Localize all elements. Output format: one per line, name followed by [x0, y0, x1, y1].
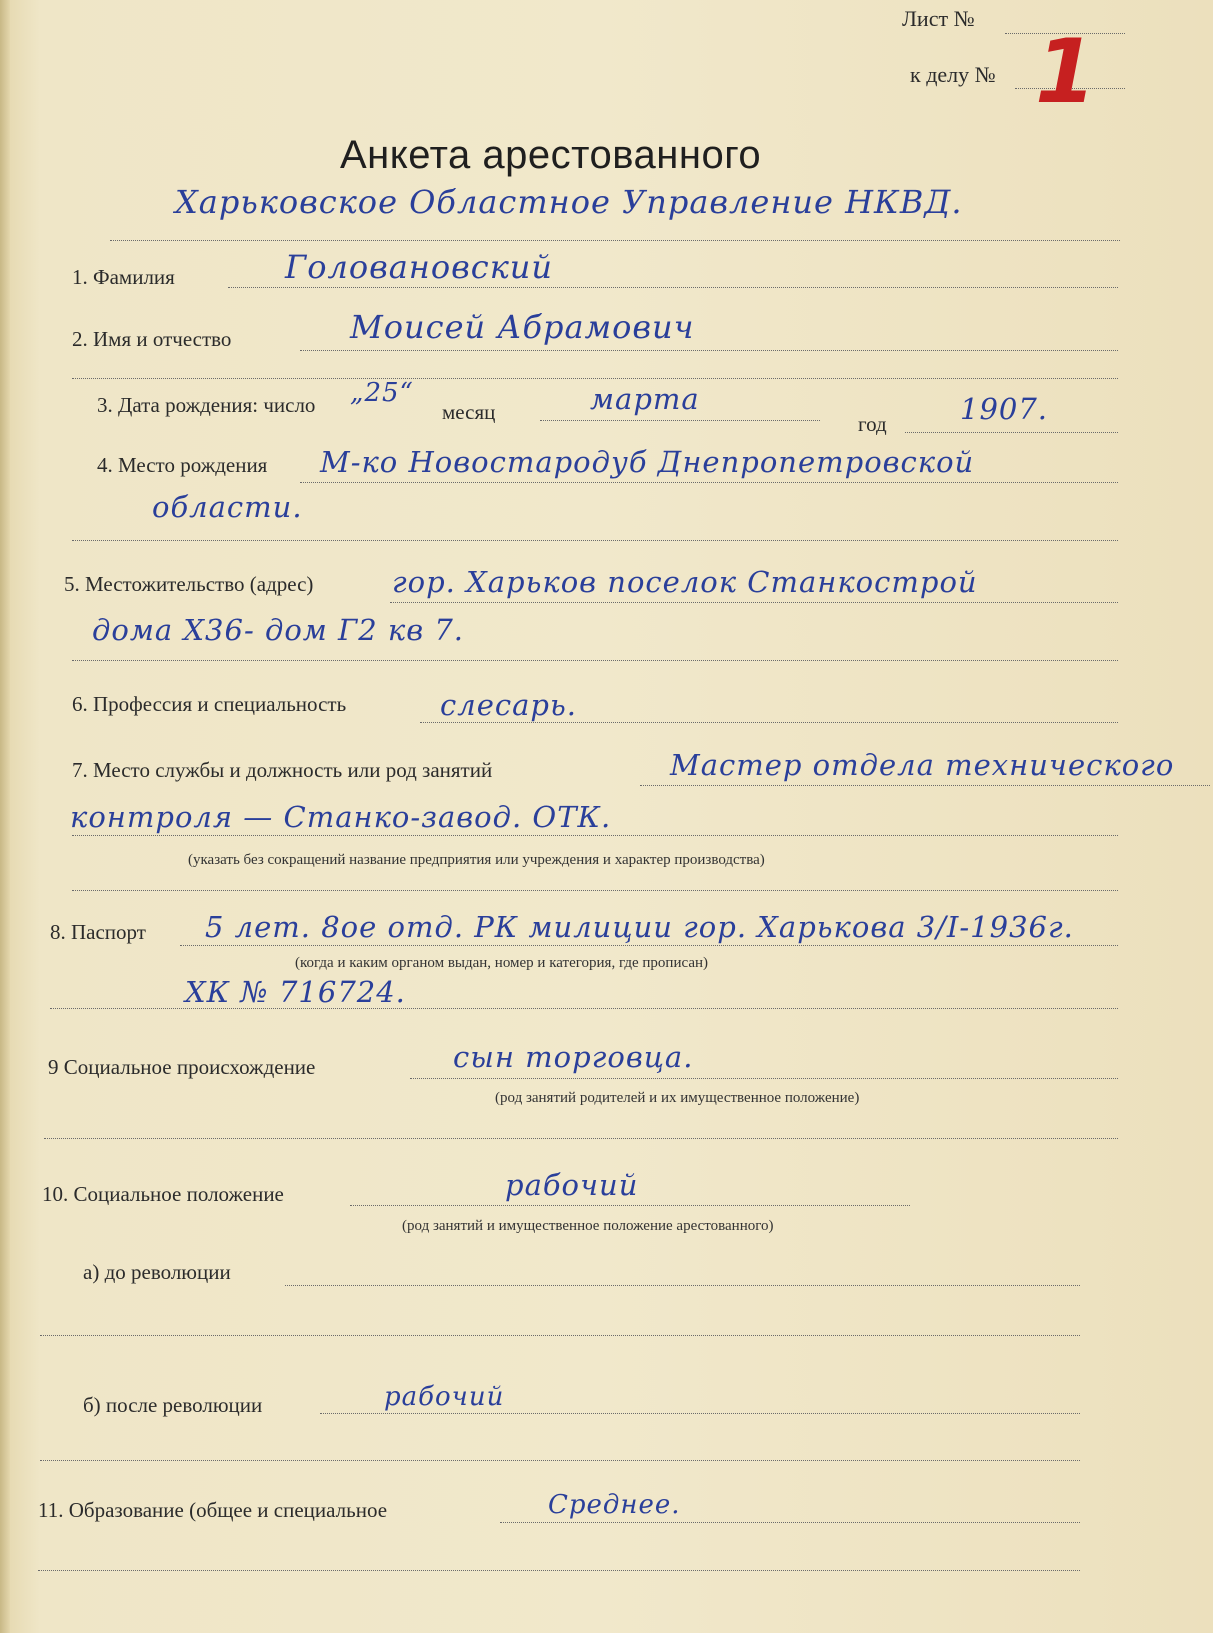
- birth-day: „25“: [350, 378, 414, 408]
- education-line-2: [38, 1570, 1080, 1571]
- after-revolution-line-2: [40, 1460, 1080, 1461]
- birth-year: 1907.: [960, 392, 1049, 426]
- page-edge: [0, 0, 10, 1633]
- social-status-line: [350, 1205, 910, 1206]
- workplace-value-2: контроля — Станко-завод. ОТК.: [70, 800, 612, 834]
- social-status-label: 10. Социальное положение: [42, 1182, 284, 1206]
- profession-label: 6. Профессия и специальность: [72, 692, 347, 716]
- birth-year-label: год: [858, 412, 887, 436]
- residence-label: 5. Местожительство (адрес): [64, 572, 314, 596]
- workplace-line-3: [72, 890, 1118, 891]
- social-status-value: рабочий: [505, 1168, 639, 1202]
- after-revolution-value: рабочий: [384, 1382, 505, 1412]
- birth-place-line: [300, 482, 1118, 483]
- page-title: Анкета арестованного: [340, 133, 762, 177]
- name-value: Моисей Абрамович: [350, 308, 695, 346]
- education-label: 11. Образование (общее и специальное: [38, 1498, 388, 1522]
- passport-value-1: 5 лет. 8ое отд. РК милиции гор. Харькова 3/I-1936г.: [205, 910, 1074, 944]
- workplace-value-1: Мастер отдела технического: [670, 748, 1175, 782]
- sheet-label: Лист №: [902, 6, 975, 31]
- residence-line-2: [72, 660, 1118, 661]
- passport-label: 8. Паспорт: [50, 920, 146, 944]
- workplace-label: 7. Место службы и должность или род занятий: [72, 758, 493, 782]
- education-value: Среднее.: [548, 1490, 681, 1520]
- surname-value: Головановский: [285, 248, 554, 286]
- surname-line: [228, 287, 1118, 288]
- birth-month-label: месяц: [442, 400, 496, 424]
- workplace-note: (указать без сокращений название предприятия или учреждения и характер производства): [188, 852, 765, 868]
- profession-line: [420, 722, 1118, 723]
- passport-note: (когда и каким органом выдан, номер и категория, где прописан): [295, 955, 709, 971]
- before-revolution-label: а) до революции: [83, 1260, 231, 1284]
- social-origin-line: [410, 1078, 1118, 1079]
- profession-value: слесарь.: [440, 688, 577, 722]
- birth-place-value-2: области.: [152, 490, 303, 524]
- birth-place-value-1: М-ко Новостародуб Днепропетровской: [320, 445, 975, 479]
- surname-label: 1. Фамилия: [72, 265, 175, 289]
- name-line: [300, 350, 1118, 351]
- before-revolution-line: [285, 1285, 1080, 1286]
- birth-place-line-2: [72, 540, 1118, 541]
- residence-value-1: гор. Харьков поселок Станкострой: [392, 565, 978, 599]
- case-label: к делу №: [910, 62, 996, 87]
- after-revolution-label: б) после революции: [83, 1393, 263, 1417]
- birth-month: марта: [590, 382, 700, 416]
- passport-line: [180, 945, 1118, 946]
- before-revolution-line-2: [40, 1335, 1080, 1336]
- passport-value-2: ХК № 716724.: [185, 975, 406, 1009]
- birth-date-label: 3. Дата рождения: число: [97, 393, 316, 417]
- workplace-line-2: [72, 835, 1118, 836]
- birth-year-line: [905, 432, 1118, 433]
- education-line: [500, 1522, 1080, 1523]
- case-number: 1: [1035, 20, 1097, 123]
- birth-place-label: 4. Место рождения: [97, 453, 268, 477]
- birth-month-line: [540, 420, 820, 421]
- name-line-2: [72, 378, 1118, 379]
- after-revolution-line: [320, 1413, 1080, 1414]
- department-line: [110, 240, 1120, 241]
- name-label: 2. Имя и отчество: [72, 327, 232, 351]
- residence-line: [390, 602, 1118, 603]
- residence-value-2: дома Х36- дом Г2 кв 7.: [92, 613, 465, 647]
- social-origin-value: сын торговца.: [453, 1040, 694, 1074]
- department: Харьковское Областное Управление НКВД.: [175, 183, 963, 221]
- workplace-line: [640, 785, 1210, 786]
- social-origin-line-2: [44, 1138, 1118, 1139]
- social-origin-note: (род занятий родителей и их имущественное положение): [495, 1090, 860, 1106]
- passport-line-2: [50, 1008, 1118, 1009]
- social-status-note: (род занятий и имущественное положение арестованного): [402, 1218, 774, 1234]
- social-origin-label: 9 Социальное происхождение: [48, 1055, 316, 1079]
